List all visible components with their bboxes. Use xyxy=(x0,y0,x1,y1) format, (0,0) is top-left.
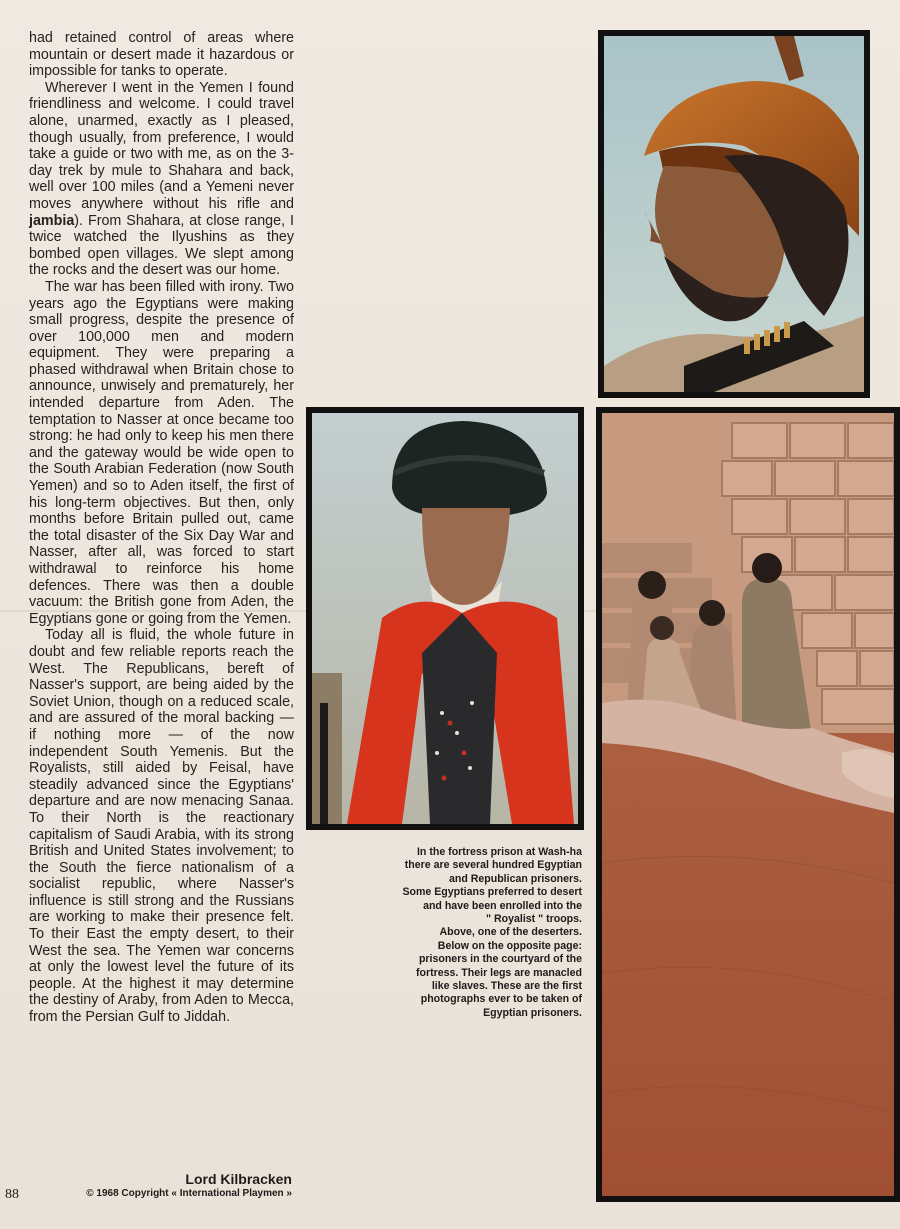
caption-line: like slaves. These are the first xyxy=(431,980,582,993)
article-column xyxy=(29,30,294,1026)
caption-line: and Republican prisoners. xyxy=(448,872,582,885)
caption-line: fortress. Their legs are manacled xyxy=(415,966,582,979)
portrait-profile-illustration xyxy=(604,36,864,392)
photo-fortress-prisoners xyxy=(596,407,900,1202)
caption-line: and have been enrolled into the xyxy=(423,899,582,912)
caption-line: Some Egyptians preferred to desert xyxy=(402,886,582,899)
caption-line: Below on the opposite page: xyxy=(437,939,582,952)
paragraph-1: had retained control of areas where mountain or desert made it hazardous or impossible for tanks to operate. xyxy=(29,30,294,80)
portrait-deserter-illustration xyxy=(312,413,578,824)
copyright-notice: © 1968 Copyright « International Playmen » xyxy=(86,1188,292,1199)
paragraph-2-end: ). From Shahara, at close range, I twice watched the Ilyushins as they bombed open villages. We slept among the rocks and the desert was our home. xyxy=(29,212,294,279)
caption-line: " Royalist " troops. xyxy=(486,913,582,926)
photo-3-image xyxy=(602,413,894,1196)
photo-turbaned-man-profile xyxy=(598,30,870,398)
photo-1-image xyxy=(604,36,864,392)
photo-2-image xyxy=(312,413,578,824)
caption-line: Egyptian prisoners. xyxy=(483,1006,582,1019)
author-byline: Lord Kilbracken xyxy=(185,1171,292,1187)
caption-line: prisoners in the courtyard of the xyxy=(418,953,582,966)
caption-line: photographs ever to be taken of xyxy=(420,993,582,1006)
photo-elderly-deserter xyxy=(306,407,584,830)
paragraph-2 xyxy=(29,80,294,279)
paragraph-3: The war has been filled with irony. Two years ago the Egyptians were making small progress, despite the presence of over 100,000 men and modern equipment. They were preparing a phased withdrawal when Britain chose to announce, unwisely and prematurely, her intended departure from Aden. The temptation to Nasser at once became too strong: he had only to keep his men there and the gateway would be wide open to the South Arabian Federation (now South Yemen) and so to Aden itself, the first of his long-term objectives. But then, only months before Britain pulled out, came the total disaster of the Six Day War and Nasser, after all, was forced to start withdrawal to reinforce his home defences. There was then a double vacuum: the British gone from Aden, the Egyptians gone or going from the Yemen. xyxy=(29,278,294,627)
paragraph-2-start: Wherever I went in the Yemen I found friendliness and welcome. I could travel alone, unarmed, exactly as I pleased, though usually, from preference, I would take a guide or two with me, as on the 3-day trek by mule to Shahara and back, well over 100 miles (and a Yemeni never moves anywhere without his rifle and xyxy=(29,79,294,212)
photo-caption xyxy=(352,846,582,1020)
paragraph-4: Today all is fluid, the whole future in doubt and few reliable reports reach the West. The Republicans, bereft of Nasser's support, are being aided by the Soviet Union, though on a reduced scale, and are assured of the moral backing — if nothing more — of the now independent South Yemenis. But the Royalists, still aided by Feisal, have steadily advanced since the Egyptians' departure and are now menacing Sanaa. To their North is the reactionary capitalism of Saudi Arabia, with its strong British and United States involvement; to the South the fierce nationalism of a socialist republic, where Nasser's influence is still strong and the Russians are working to make their presence felt. To their East the empty desert, to their West the sea. The Yemen war concerns at only the lowest level the future of its people. At the highest it may determine the destiny of Araby, from Aden to Mecca, from the Persian Gulf to Jiddah. xyxy=(29,627,294,1026)
courtyard-illustration xyxy=(602,413,894,1196)
term-jambia: jambia xyxy=(29,212,75,229)
page-number: 88 xyxy=(5,1187,19,1202)
caption-line: In the fortress prison at Wash-ha xyxy=(416,846,582,858)
caption-line: Above, one of the deserters. xyxy=(439,926,582,939)
caption-line: there are several hundred Egyptian xyxy=(404,859,582,872)
